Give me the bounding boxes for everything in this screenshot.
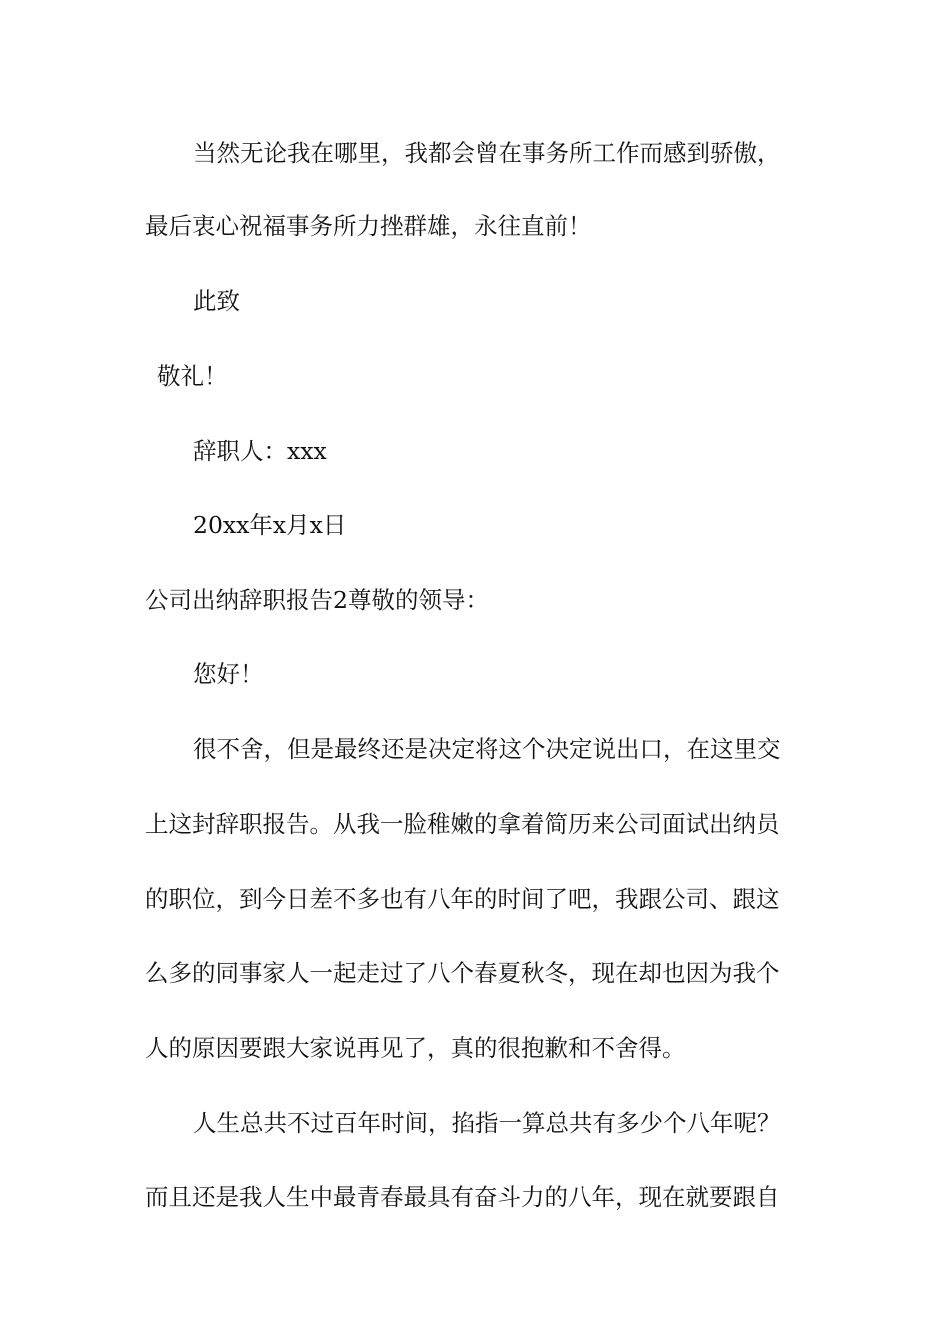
greeting-line: 您好！ xyxy=(193,660,264,688)
paragraph-line-14: 人生总共不过百年时间，掐指一算总共有多少个八年呢？ xyxy=(193,1109,781,1137)
paragraph-line-12: 么多的同事家人一起走过了八个春夏秋冬，现在却也因为我个 xyxy=(145,959,780,987)
paragraph-line-1: 当然无论我在哪里，我都会曾在事务所工作而感到骄傲， xyxy=(193,139,781,167)
paragraph-line-11: 的职位，到今日差不多也有八年的时间了吧，我跟公司、跟这 xyxy=(145,885,780,913)
closing-salutation: 此致 xyxy=(193,287,240,315)
paragraph-line-10: 上这封辞职报告。从我一脸稚嫩的拿着简历来公司面试出纳员 xyxy=(145,810,780,838)
signature-line: 辞职人：xxx xyxy=(193,437,327,465)
paragraph-line-15: 而且还是我人生中最青春最具有奋斗力的八年，现在就要跟自 xyxy=(145,1183,780,1211)
report-heading: 公司出纳辞职报告2尊敬的领导： xyxy=(145,586,489,614)
paragraph-line-13: 人的原因要跟大家说再见了，真的很抱歉和不舍得。 xyxy=(145,1034,686,1062)
date-line: 20xx年x月x日 xyxy=(193,511,347,539)
paragraph-line-2: 最后衷心祝福事务所力挫群雄，永往直前！ xyxy=(145,212,592,240)
closing-regards: 敬礼！ xyxy=(157,362,228,390)
paragraph-line-9: 很不舍，但是最终还是决定将这个决定说出口，在这里交 xyxy=(193,735,781,763)
